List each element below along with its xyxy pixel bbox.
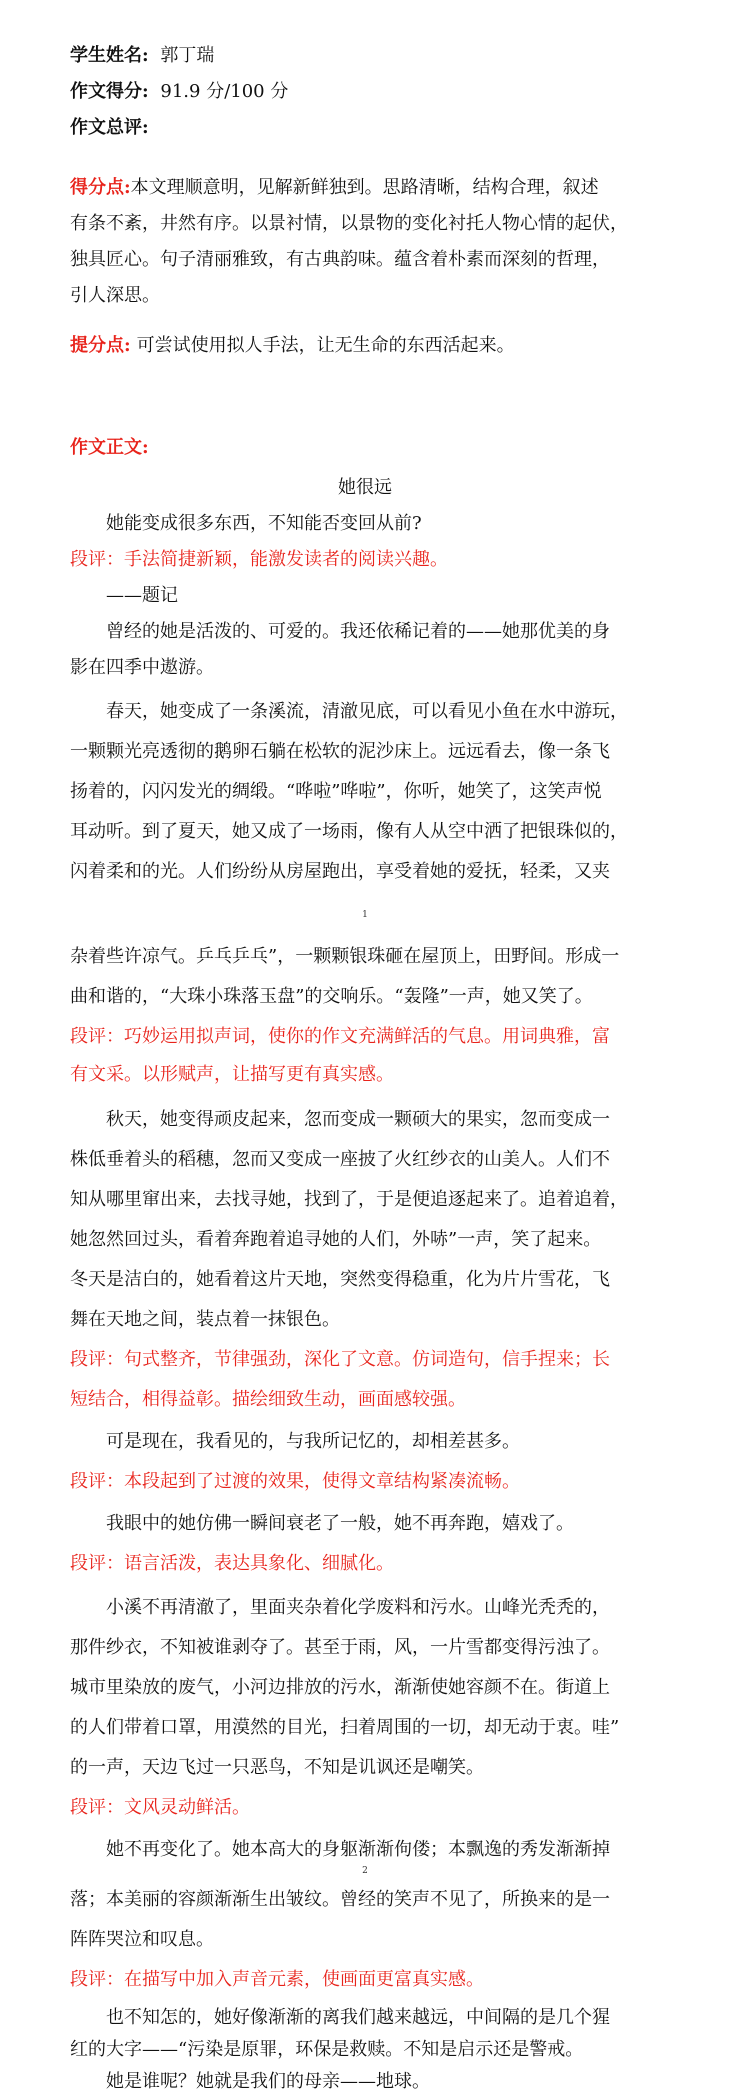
score-points-label: 得分点:	[70, 177, 131, 198]
student-name-line	[70, 44, 670, 68]
paragraph-comment: 段评：句式整齐，节律强劲，深化了文意。仿词造句，信手捏来；长	[70, 1349, 610, 1370]
paragraph-line: 城市里染放的废气，小河边排放的污水，渐渐使她容颜不在。街道上	[70, 1677, 610, 1698]
score-value: 91.9 分/100 分	[160, 81, 289, 102]
paragraph-line: 春天，她变成了一条溪流，清澈见底，可以看见小鱼在水中游玩，	[106, 701, 628, 722]
paragraph-comment: 段评：文风灵动鲜活。	[70, 1797, 250, 1818]
paragraph-line: 秋天，她变得顽皮起来，忽而变成一颗硕大的果实，忽而变成一	[106, 1109, 610, 1130]
paragraph-line: 曾经的她是活泼的、可爱的。我还依稀记着的——她那优美的身	[106, 621, 610, 642]
paragraph-line: 知从哪里窜出来，去找寻她，找到了，于是便追逐起来了。追着追着，	[70, 1189, 628, 1210]
score-points-line: 独具匠心。句子清丽雅致，有古典韵味。蕴含着朴素而深刻的哲理，	[70, 249, 610, 270]
paragraph-line: 可是现在，我看见的，与我所记忆的，却相差甚多。	[106, 1431, 520, 1452]
paragraph-line: 闪着柔和的光。人们纷纷从房屋跑出，享受着她的爱抚，轻柔，又夹	[70, 861, 610, 882]
improve-points-line	[70, 334, 670, 358]
paragraph-line: 杂着些许凉气。乒乓乒乓”，一颗颗银珠砸在屋顶上，田野间。形成一	[70, 946, 620, 967]
essay-body-label: 作文正文:	[70, 437, 149, 458]
score-points-line: 有条不紊，井然有序。以景衬情，以景物的变化衬托人物心情的起伏，	[70, 213, 628, 234]
epigraph-attribution: ——题记	[106, 585, 178, 606]
paragraph-line: 她忽然回过头，看着奔跑着追寻她的人们，外哧”一声，笑了起来。	[70, 1229, 602, 1250]
paragraph-comment: 有文采。以形赋声，让描写更有真实感。	[70, 1064, 394, 1085]
student-name-label: 学生姓名:	[70, 45, 149, 66]
paragraph-line: 舞在天地之间，装点着一抹银色。	[70, 1309, 340, 1330]
paragraph-line: 株低垂着头的稻穗，忽而又变成一座披了火红纱衣的山美人。人们不	[70, 1149, 610, 1170]
paragraph-line: 红的大字——“污染是原罪，环保是救赎。不知是启示还是警戒。	[70, 2039, 584, 2060]
improve-points-label: 提分点:	[70, 335, 131, 356]
paragraph-line: 耳动听。到了夏天，她又成了一场雨，像有人从空中洒了把银珠似的，	[70, 821, 628, 842]
paragraph-line: 我眼中的她仿佛一瞬间衰老了一般，她不再奔跑，嬉戏了。	[106, 1513, 574, 1534]
paragraph-line: 她不再变化了。她本高大的身躯渐渐佝偻；本飘逸的秀发渐渐掉	[106, 1839, 610, 1860]
paragraph-line: 冬天是洁白的，她看着这片天地，突然变得稳重，化为片片雪花，飞	[70, 1269, 610, 1290]
essay-title: 她很远	[338, 477, 392, 498]
paragraph-comment: 段评：巧妙运用拟声词，使你的作文充满鲜活的气息。用词典雅，富	[70, 1026, 610, 1047]
score-points-line-1	[70, 176, 670, 200]
epigraph: 她能变成很多东西，不知能否变回从前?	[106, 513, 422, 534]
score-line	[70, 80, 670, 104]
paragraph-line: 落；本美丽的容颜渐渐生出皱纹。曾经的笑声不见了，所换来的是一	[70, 1889, 610, 1910]
page-number: 1	[362, 910, 368, 920]
paragraph-line: 那件纱衣，不知被谁剥夺了。甚至于雨，风，一片雪都变得污浊了。	[70, 1637, 610, 1658]
score-label: 作文得分:	[70, 81, 149, 102]
paragraph-line: 小溪不再清澈了，里面夹杂着化学废料和污水。山峰光秃秃的，	[106, 1597, 610, 1618]
paragraph-comment: 段评：手法简捷新颖，能激发读者的阅读兴趣。	[70, 549, 448, 570]
paragraph-comment: 段评：在描写中加入声音元素，使画面更富真实感。	[70, 1969, 484, 1990]
improve-points-text: 可尝试使用拟人手法，让无生命的东西活起来。	[136, 335, 515, 356]
paragraph-line: 也不知怎的，她好像渐渐的离我们越来越远，中间隔的是几个猩	[106, 2007, 610, 2028]
score-points-text: 本文理顺意明，见解新鲜独到。思路清晰，结构合理，叙述	[130, 177, 599, 198]
paragraph-line: 她是谁呢？她就是我们的母亲——地球。	[106, 2071, 430, 2092]
paragraph-line: 的一声，天边飞过一只恶鸟，不知是讥讽还是嘲笑。	[70, 1757, 484, 1778]
paragraph-comment: 段评：语言活泼，表达具象化、细腻化。	[70, 1553, 394, 1574]
page-number: 2	[362, 1866, 368, 1876]
paragraph-line: 阵阵哭泣和叹息。	[70, 1929, 214, 1950]
paragraph-comment: 短结合，相得益彰。描绘细致生动，画面感较强。	[70, 1389, 466, 1410]
paragraph-line: 扬着的，闪闪发光的绸缎。“哗啦”哗啦”，你听，她笑了，这笑声悦	[70, 781, 602, 802]
paragraph-line: 的人们带着口罩，用漠然的目光，扫着周围的一切，却无动于衷。哇”	[70, 1717, 620, 1738]
paragraph-line: 影在四季中遨游。	[70, 657, 214, 678]
paragraph-line: 曲和谐的，“大珠小珠落玉盘”的交响乐。“轰隆”一声，她又笑了。	[70, 986, 593, 1007]
paragraph-comment: 段评：本段起到了过渡的效果，使得文章结构紧凑流畅。	[70, 1471, 520, 1492]
student-name-value: 郭丁瑞	[160, 45, 215, 66]
overall-comment-label: 作文总评:	[70, 117, 149, 138]
score-points-line: 引人深思。	[70, 285, 160, 306]
paragraph-line: 一颗颗光亮透彻的鹅卵石躺在松软的泥沙床上。远远看去，像一条飞	[70, 741, 610, 762]
